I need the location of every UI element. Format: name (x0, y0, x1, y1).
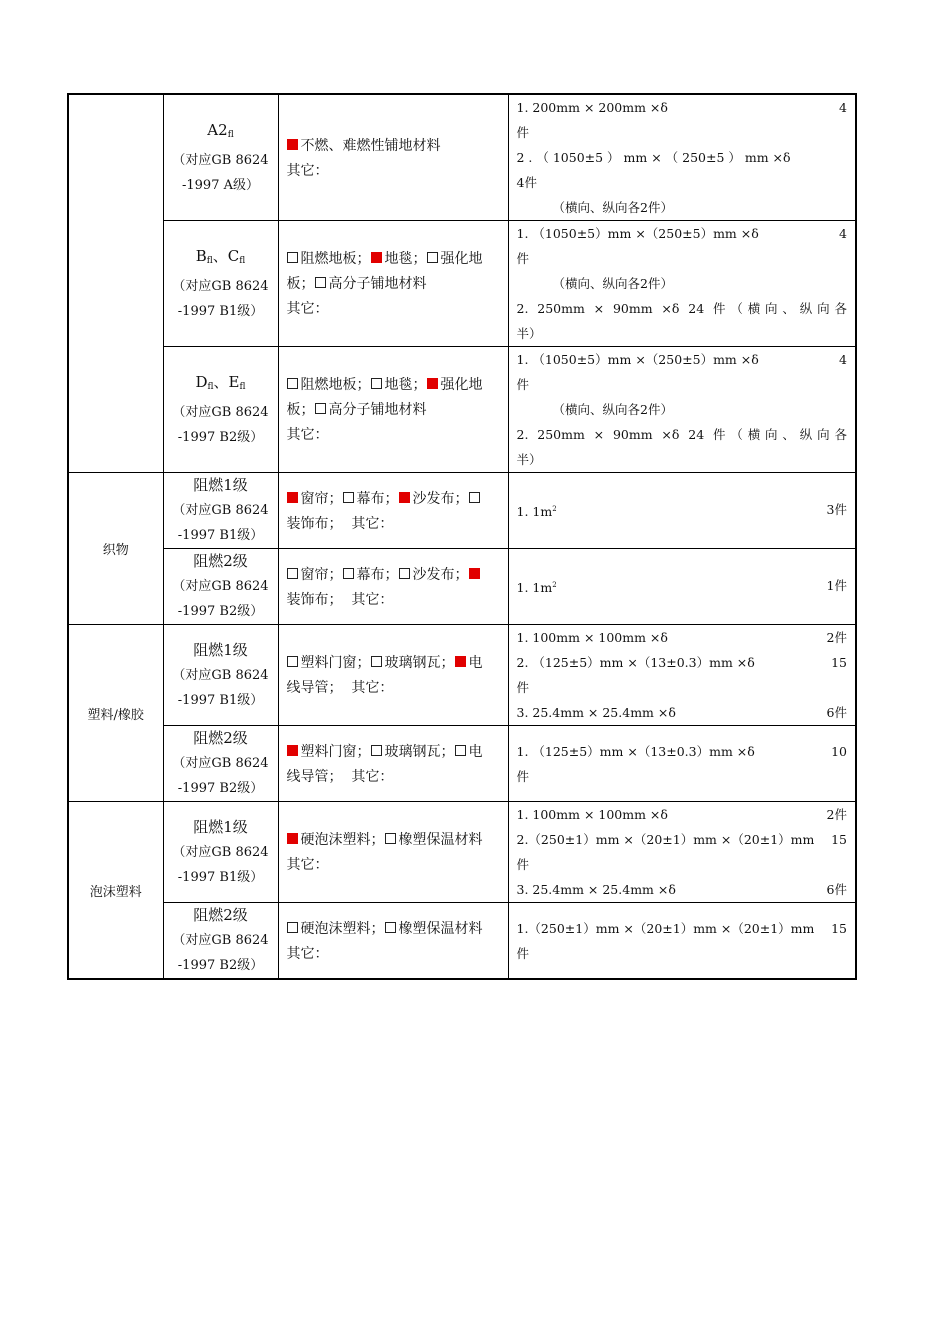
checkbox[interactable] (287, 568, 298, 579)
sample-cell: 1. 200mm × 200mm ×δ 4 件 2 . （ 1050±5 ） mm × （ 250±5 ） mm ×δ 4件 （横向、纵向各2件） (508, 94, 856, 221)
table-row (68, 802, 856, 903)
grade-cell: 阻燃1级 （对应GB 8624 -1997 B1级） (163, 473, 278, 549)
checkbox[interactable] (371, 378, 382, 389)
material-cell: 窗帘； 幕布； 沙发布； 装饰布； 其它： (278, 473, 508, 549)
checkbox[interactable] (385, 833, 396, 844)
material-cell: 窗帘； 幕布； 沙发布； 装饰布； 其它： (278, 549, 508, 625)
grade-cell: 阻燃2级 （对应GB 8624 -1997 B2级） (163, 549, 278, 625)
checkbox-checked[interactable] (399, 492, 410, 503)
checkbox[interactable] (371, 656, 382, 667)
checkbox[interactable] (399, 568, 410, 579)
category-cell-foam: 泡沫塑料 (68, 802, 163, 980)
checkbox[interactable] (371, 745, 382, 756)
checkbox-checked[interactable] (287, 745, 298, 756)
table-row (68, 625, 856, 726)
material-cell: 塑料门窗； 玻璃钢瓦； 电 线导管； 其它： (278, 625, 508, 726)
table-row (68, 94, 856, 221)
checkbox[interactable] (315, 277, 326, 288)
checkbox-checked[interactable] (371, 252, 382, 263)
checkbox[interactable] (343, 492, 354, 503)
table-row (68, 903, 856, 980)
checkbox-checked[interactable] (469, 568, 480, 579)
checkbox[interactable] (343, 568, 354, 579)
checkbox[interactable] (287, 656, 298, 667)
checkbox-checked[interactable] (287, 139, 298, 150)
material-cell: 硬泡沫塑料； 橡塑保温材料 其它： (278, 903, 508, 980)
category-cell-flooring (68, 94, 163, 473)
checkbox[interactable] (287, 378, 298, 389)
table-row (68, 549, 856, 625)
sample-cell: 1. $1m^2$ 3件 (508, 473, 856, 549)
material-cell: 不燃、难燃性铺地材料 其它： (278, 94, 508, 221)
sample-cell: 1. $1m^2$ 1件 (508, 549, 856, 625)
checkbox[interactable] (287, 922, 298, 933)
sample-cell: 1. 100mm × 100mm ×δ 2件 2.（250±1）mm ×（20±1）mm ×（20±1）mm 15 件 3. 25.4mm × 25.4mm ×δ 6件 (508, 802, 856, 903)
material-cell: 阻燃地板； 地毯； 强化地 板； 高分子铺地材料 其它： (278, 347, 508, 473)
grade-cell: 阻燃2级 （对应GB 8624 -1997 B2级） (163, 903, 278, 980)
table-row (68, 473, 856, 549)
sample-cell: 1. （125±5）mm ×（13±0.3）mm ×δ 10 件 (508, 726, 856, 802)
category-cell-plastic: 塑料/橡胶 (68, 625, 163, 802)
checkbox[interactable] (385, 922, 396, 933)
grade-cell: $A2_{fl}$ （对应GB 8624 -1997 A级） (163, 94, 278, 221)
grade-cell: $B_{fl}$、$C_{fl}$ （对应GB 8624 -1997 B1级） (163, 221, 278, 347)
grade-cell: 阻燃1级 （对应GB 8624 -1997 B1级） (163, 625, 278, 726)
sample-cell: 1.（250±1）mm ×（20±1）mm ×（20±1）mm 15 件 (508, 903, 856, 980)
checkbox[interactable] (287, 252, 298, 263)
checkbox[interactable] (469, 492, 480, 503)
material-cell: 阻燃地板； 地毯； 强化地 板； 高分子铺地材料 其它： (278, 221, 508, 347)
category-cell-textile: 织物 (68, 473, 163, 625)
checkbox[interactable] (315, 403, 326, 414)
grade-cell: 阻燃1级 （对应GB 8624 -1997 B1级） (163, 802, 278, 903)
checkbox-checked[interactable] (455, 656, 466, 667)
sample-cell: 1. 100mm × 100mm ×δ 2件 2. （125±5）mm ×（13±0.3）mm ×δ 15 件 3. 25.4mm × 25.4mm ×δ 6件 (508, 625, 856, 726)
sample-cell: 1. （1050±5）mm ×（250±5）mm ×δ 4 件 （横向、纵向各2件） 2. 250mm × 90mm ×δ 24 件（横向、纵向各 半） (508, 221, 856, 347)
material-cell: 硬泡沫塑料； 橡塑保温材料 其它： (278, 802, 508, 903)
checkbox[interactable] (427, 252, 438, 263)
table-row (68, 221, 856, 347)
material-spec-table (67, 93, 857, 980)
checkbox-checked[interactable] (287, 833, 298, 844)
grade-cell: $D_{fl}$、$E_{fl}$ （对应GB 8624 -1997 B2级） (163, 347, 278, 473)
checkbox[interactable] (455, 745, 466, 756)
checkbox-checked[interactable] (427, 378, 438, 389)
table-row (68, 347, 856, 473)
checkbox-checked[interactable] (287, 492, 298, 503)
sample-cell: 1. （1050±5）mm ×（250±5）mm ×δ 4 件 （横向、纵向各2件） 2. 250mm × 90mm ×δ 24 件（横向、纵向各 半） (508, 347, 856, 473)
material-cell: 塑料门窗； 玻璃钢瓦； 电 线导管； 其它： (278, 726, 508, 802)
table-row (68, 726, 856, 802)
grade-cell: 阻燃2级 （对应GB 8624 -1997 B2级） (163, 726, 278, 802)
